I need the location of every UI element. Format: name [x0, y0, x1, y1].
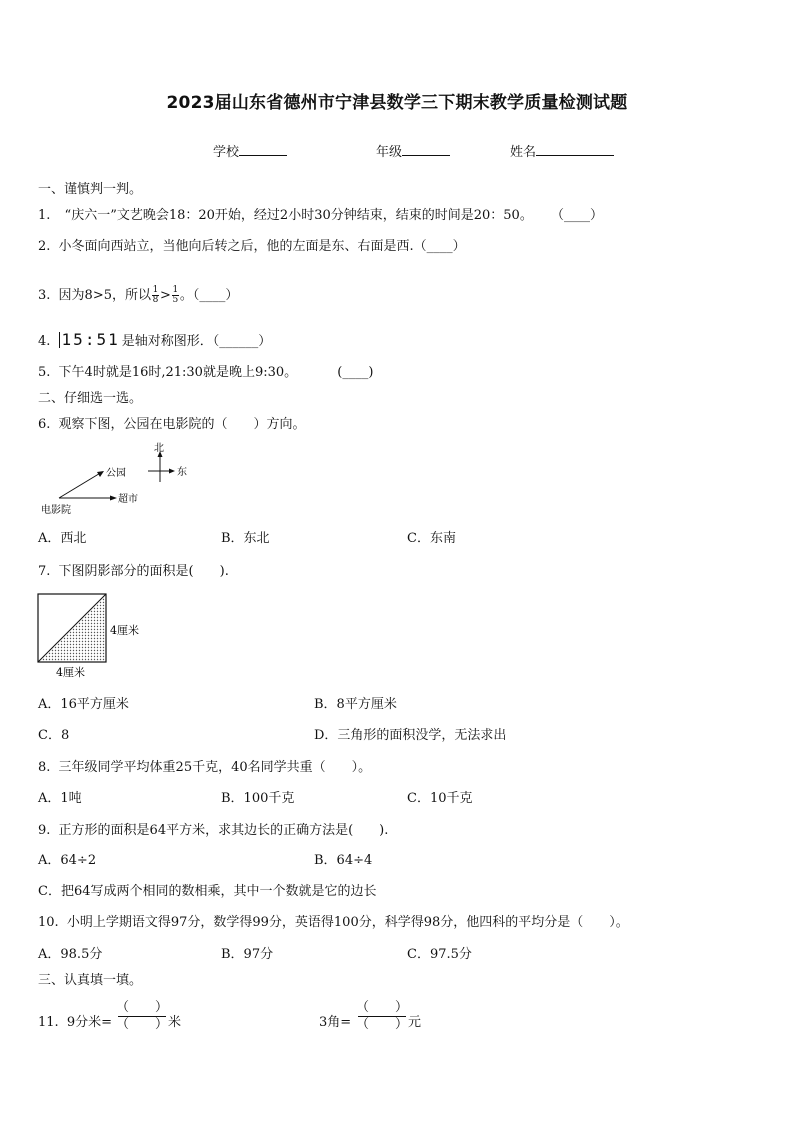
fraction-one-fifth: [172, 286, 179, 305]
q11-right-post: 元: [408, 1015, 422, 1030]
question-number: 9.: [38, 823, 51, 838]
question-2: [38, 239, 466, 255]
direction-figure: [38, 440, 198, 522]
school-label: 学校: [213, 145, 240, 160]
section-2-heading: 二、仔细选一选。: [38, 391, 143, 406]
grade-field: [376, 142, 450, 161]
question-text: 是轴对称图形．（______）: [121, 334, 272, 349]
question-number: 2.: [38, 239, 51, 254]
q10-option-b[interactable]: B．97分: [221, 947, 274, 962]
question-10: [38, 915, 629, 931]
denominator: 5: [172, 295, 179, 305]
q8-option-c[interactable]: C．10千克: [407, 791, 473, 806]
q6-option-c[interactable]: C．东南: [407, 531, 456, 546]
denominator: 8: [152, 295, 159, 305]
q9-option-b[interactable]: B．64÷4: [314, 853, 373, 868]
q11-right-pre: 3角=: [319, 1015, 352, 1030]
question-7: [38, 564, 229, 580]
q8-option-b[interactable]: B．100千克: [221, 791, 295, 806]
q7-option-c[interactable]: C．8: [38, 728, 70, 743]
bottom-length-label: 4厘米: [56, 666, 85, 679]
side-length-label: 4厘米: [110, 624, 139, 637]
digital-clock-digits: 15:51: [59, 332, 122, 348]
shaded-square-figure: [36, 592, 156, 682]
question-text: 小明上学期语文得97分，数学得99分，英语得100分，科学得98分，他四科的平均分是（ ）。: [66, 915, 629, 930]
question-number: 6.: [38, 417, 51, 432]
question-number: 5.: [38, 365, 51, 380]
question-text-pre: 因为8>5，所以: [58, 288, 151, 303]
school-blank[interactable]: [239, 142, 287, 156]
numerator-slot[interactable]: （ ）: [356, 1000, 409, 1015]
q11-left-post: 米: [168, 1015, 182, 1030]
grade-label: 年级: [376, 145, 403, 160]
section-1-heading: 一、谨慎判一判。: [38, 182, 143, 197]
question-number: 1.: [38, 208, 51, 223]
q6-option-b[interactable]: B．东北: [221, 531, 270, 546]
q11-left-pre: 9分米=: [66, 1015, 112, 1030]
answer-paren[interactable]: （____）: [550, 208, 603, 223]
question-number: 8.: [38, 760, 51, 775]
numerator-slot[interactable]: （ ）: [116, 1000, 169, 1015]
q10-option-c[interactable]: C．97.5分: [407, 947, 472, 962]
q11-left-fraction: [116, 1000, 169, 1032]
school-field: [213, 142, 287, 161]
question-9: [38, 823, 388, 839]
answer-paren[interactable]: (____): [337, 365, 374, 380]
question-number: 10.: [38, 915, 59, 930]
name-blank[interactable]: [536, 142, 614, 156]
market-arrow-icon: [110, 496, 117, 501]
cinema-label: 电影院: [41, 505, 71, 516]
question-number: 11.: [38, 1015, 59, 1030]
q8-option-a[interactable]: A．1吨: [38, 791, 82, 806]
question-text: 小冬面向西站立，当他向后转之后，他的左面是东、右面是西.（____）: [58, 239, 466, 254]
east-arrow-icon: [169, 469, 175, 474]
q10-option-a[interactable]: A．98.5分: [38, 947, 103, 962]
question-8: [38, 760, 371, 776]
q7-option-d[interactable]: D．三角形的面积没学，无法求出: [314, 728, 507, 743]
question-4: [38, 332, 271, 350]
grade-blank[interactable]: [402, 142, 450, 156]
question-number: 7.: [38, 564, 51, 579]
q9-option-c[interactable]: C．把64写成两个相同的数相乘，其中一个数就是它的边长: [38, 884, 377, 899]
question-number: 3.: [38, 288, 51, 303]
question-text: 下图阴影部分的面积是( ).: [58, 564, 229, 579]
numerator: 1: [172, 285, 179, 295]
greater-sign: >: [159, 288, 171, 303]
line-to-park: [59, 472, 102, 498]
denominator-slot[interactable]: （ ）: [116, 1017, 169, 1032]
question-text: 三年级同学平均体重25千克，40名同学共重（ ）。: [58, 760, 372, 775]
question-text: 下午4时就是16时,21:30就是晚上9:30。: [58, 365, 298, 380]
question-3: [38, 286, 238, 305]
section-3-heading: 三、认真填一填。: [38, 973, 143, 988]
q7-option-a[interactable]: A．16平方厘米: [38, 697, 129, 712]
question-1: [38, 208, 603, 224]
question-11-left: [38, 1015, 112, 1031]
question-6: [38, 417, 306, 433]
q7-option-b[interactable]: B．8平方厘米: [314, 697, 397, 712]
market-label: 超市: [118, 494, 138, 505]
north-label: 北: [154, 443, 164, 454]
name-label: 姓名: [510, 145, 537, 160]
fraction-one-eighth: [152, 286, 159, 305]
page-title: 2023届山东省德州市宁津县数学三下期末教学质量检测试题: [166, 93, 628, 113]
denominator-slot[interactable]: （ ）: [356, 1017, 409, 1032]
question-5: [38, 365, 373, 381]
east-label: 东: [177, 467, 187, 478]
question-number: 4.: [38, 334, 51, 349]
question-text-post: 。（____）: [179, 288, 239, 303]
question-text: “庆六一”文艺晚会18：20开始，经过2小时30分钟结束，结束的时间是20：50。: [64, 208, 533, 223]
question-text: 观察下图，公园在电影院的（ ）方向。: [58, 417, 306, 432]
park-label: 公园: [106, 468, 126, 479]
numerator: 1: [152, 285, 159, 295]
q11-right-fraction: [356, 1000, 409, 1032]
question-text: 正方形的面积是64平方米，求其边长的正确方法是( ).: [58, 823, 389, 838]
name-field: [510, 142, 614, 161]
q6-option-a[interactable]: A．西北: [38, 531, 87, 546]
q9-option-a[interactable]: A．64÷2: [38, 853, 97, 868]
